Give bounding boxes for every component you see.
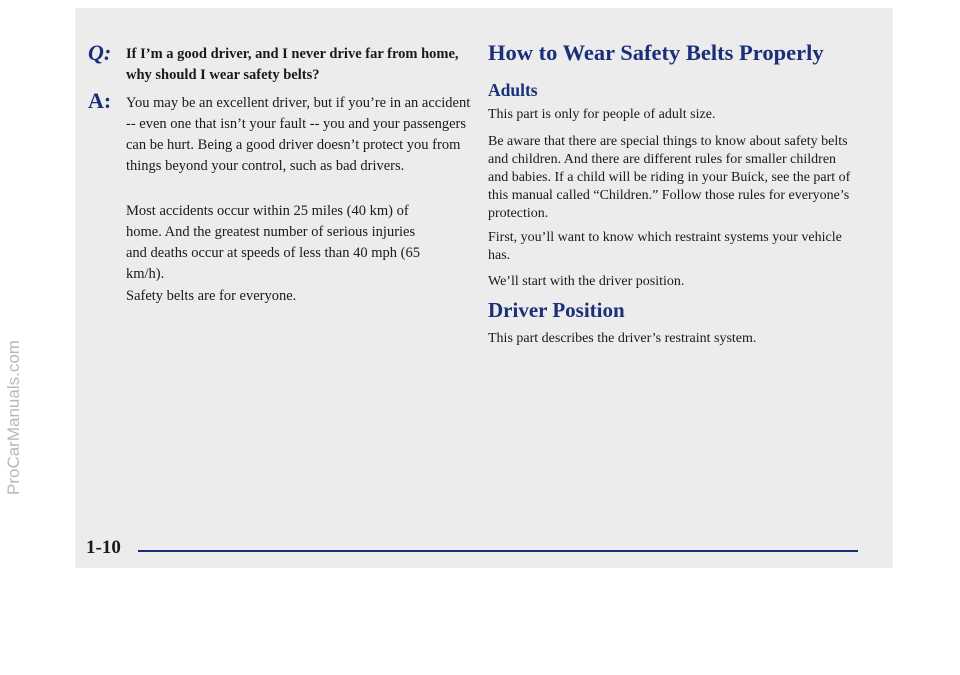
watermark-text: ProCarManuals.com — [4, 340, 23, 495]
question-text: If I’m a good driver, and I never drive far from home, why should I wear safety belts? — [126, 46, 459, 83]
right-paragraph-2: Be aware that there are special things to know about safety belts and children. And there are different rules for smaller children and babies. If a child will be riding in your Buick, see the part of this manual called “Children.” Follow those rules for everyone’s protection. — [488, 134, 851, 221]
answer-marker: A: — [88, 88, 112, 113]
subsection-title-adults: Adults — [488, 80, 538, 100]
right-paragraph-3: First, you’ll want to know which restraint systems your vehicle has. — [488, 230, 842, 263]
subsection-title-driver-position: Driver Position — [488, 298, 625, 322]
section-title: How to Wear Safety Belts Properly — [488, 40, 824, 65]
question-marker: Q: — [88, 40, 112, 65]
footer-rule — [138, 550, 858, 552]
answer-text: You may be an excellent driver, but if you’re in an accident -- even one that isn’t your fault -- you and your passengers can be hurt. Being a good driver doesn’t protect you from things beyond your control, such as bad drivers. — [126, 95, 471, 174]
left-paragraph-everyone: Safety belts are for everyone. — [126, 288, 297, 304]
right-paragraph-4: We’ll start with the driver position. — [488, 274, 685, 289]
right-paragraph-1: This part is only for people of adult size. — [488, 107, 716, 122]
left-paragraph-accidents: Most accidents occur within 25 miles (40 km) of home. And the greatest number of serious injuries and deaths occur at speeds of less than 40 mph (65 km/h). — [126, 203, 420, 282]
driver-position-text: This part describes the driver’s restraint system. — [488, 331, 757, 346]
page-number: 1-10 — [86, 537, 121, 558]
